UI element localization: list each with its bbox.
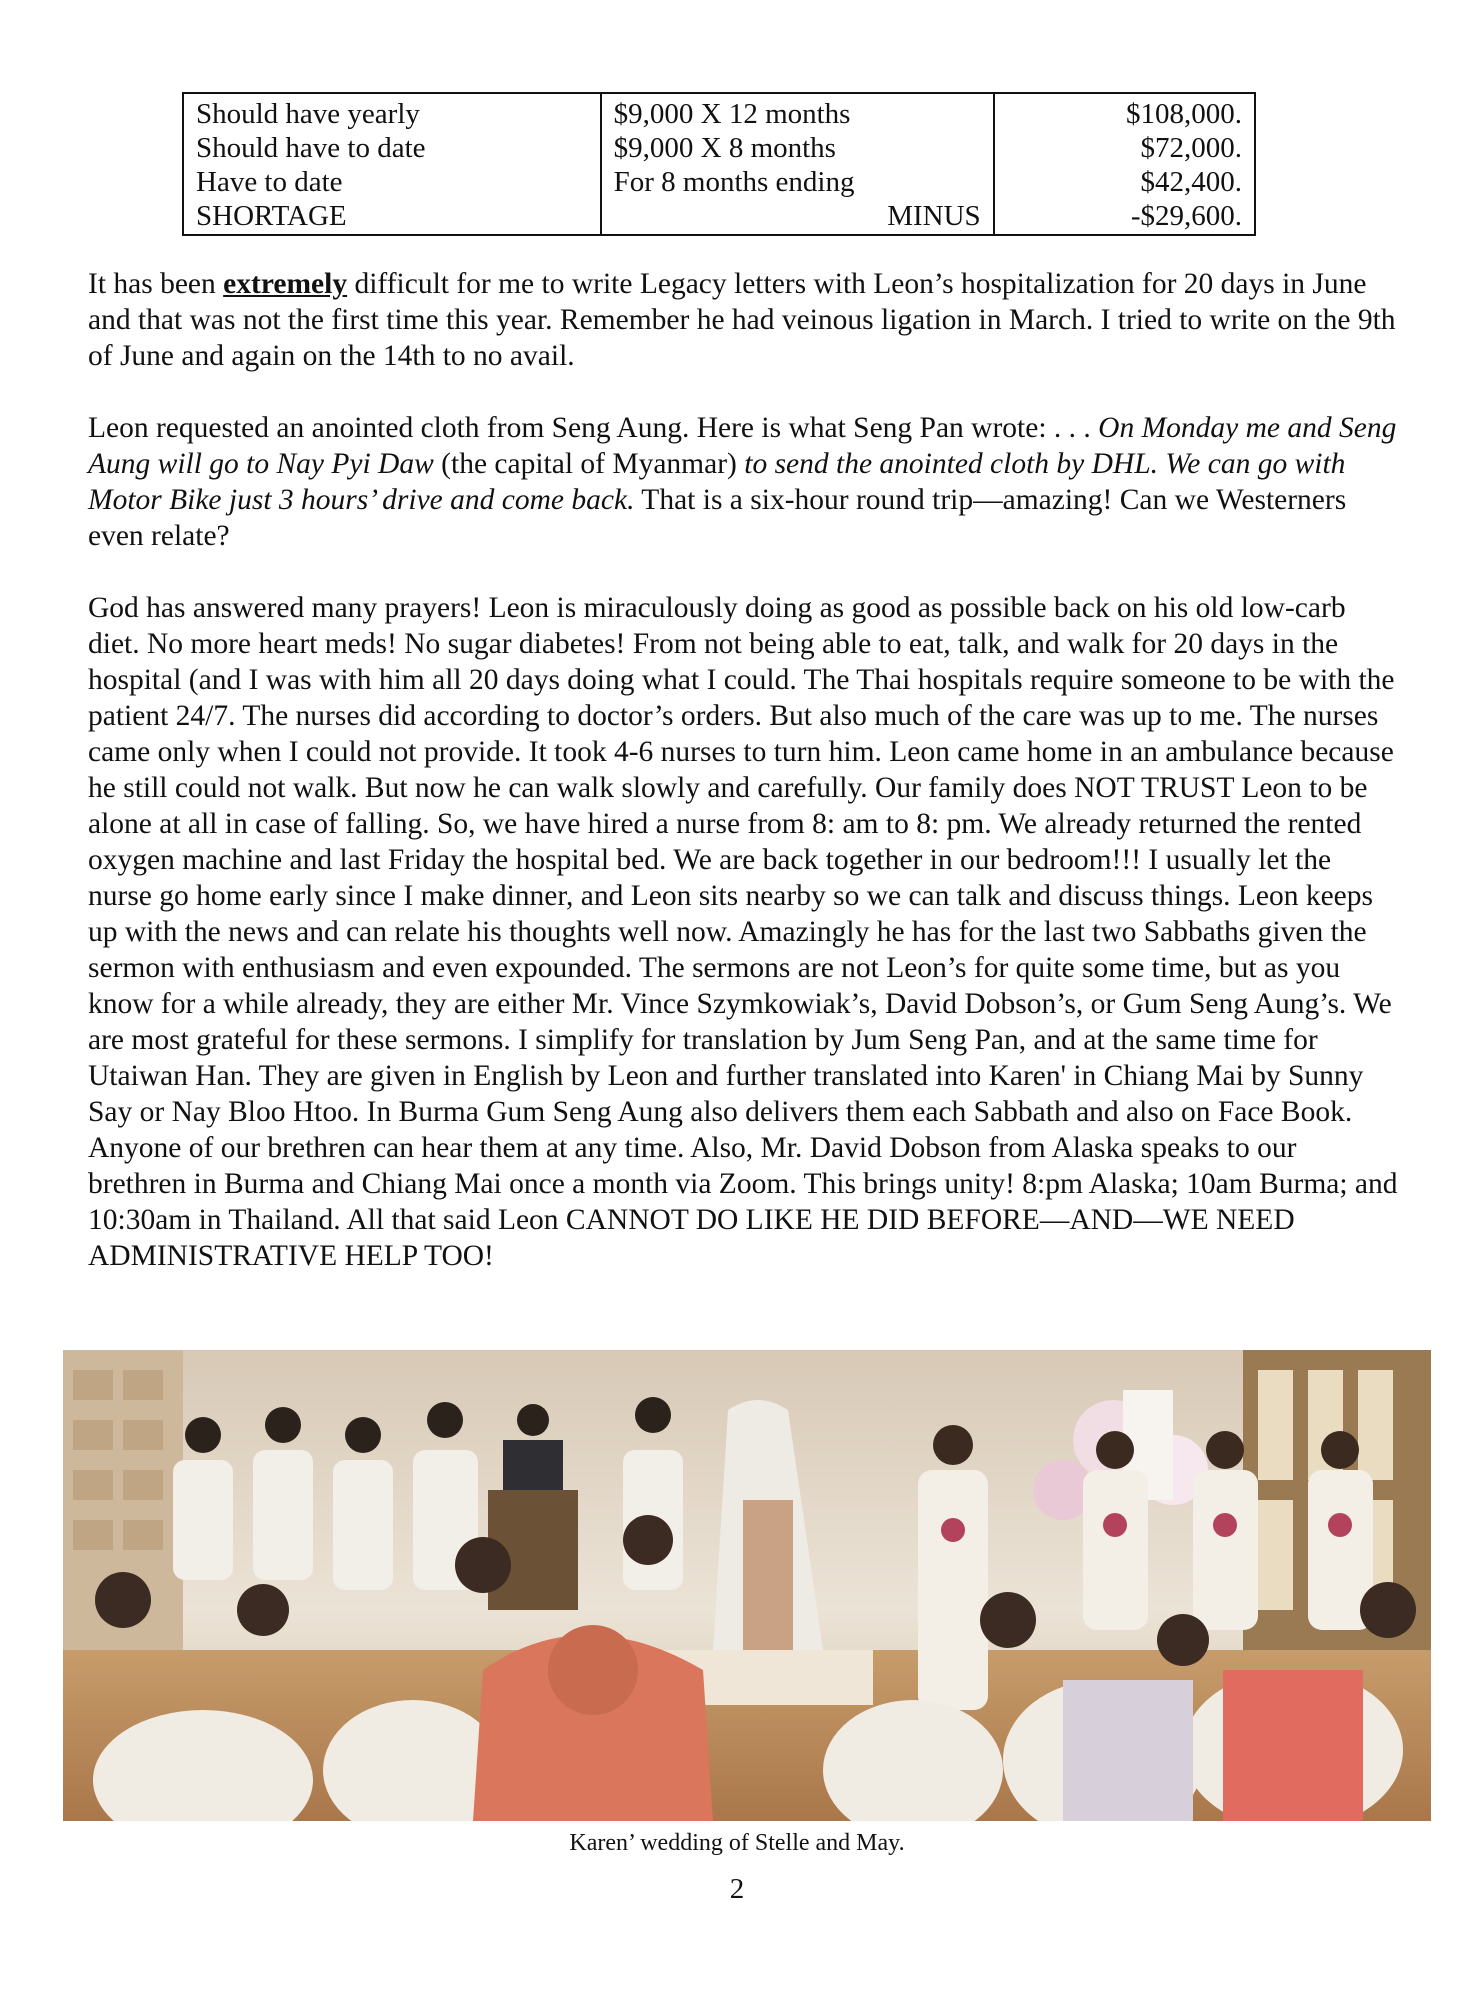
row-amount: -$29,600.: [994, 199, 1255, 235]
row-calc: $9,000 X 8 months: [601, 131, 994, 165]
p1-text-b: difficult for me to write Legacy letters with Leon’s hospitalization for 20 days in June and that was not the first time this year. Remember he had veinous ligation in March. I tried to write on the 9th of June and again on the 14th to no avail.: [88, 268, 1396, 372]
row-amount: $72,000.: [994, 131, 1255, 165]
wedding-photo-illustration: [63, 1350, 1431, 1821]
row-calc: $9,000 X 12 months: [601, 93, 994, 131]
budget-table: [182, 92, 1256, 236]
paragraph-anointed-cloth: [88, 410, 1398, 554]
row-amount: $42,400.: [994, 165, 1255, 199]
table-row: [183, 199, 1255, 235]
row-label: SHORTAGE: [183, 199, 601, 235]
table-row: [183, 93, 1255, 131]
table-row: [183, 165, 1255, 199]
photo-caption: Karen’ wedding of Stelle and May.: [569, 1830, 905, 1856]
p2-quote-2: to send the anointed cloth by DHL. We can go with Motor Bike just 3 hours’ drive and come back.: [88, 448, 1346, 516]
page-number: 2: [729, 1873, 745, 1905]
p2-text-c: That is a six-hour round trip—amazing! Can we Westerners even relate?: [88, 484, 1347, 552]
row-amount: $108,000.: [994, 93, 1255, 131]
paragraph-answered-prayers: God has answered many prayers! Leon is miraculously doing as good as possible back on his old low-carb diet. No more heart meds! No sugar diabetes! From not being able to eat, talk, and walk for 20 days in the hospital (and I was with him all 20 days doing what I could. The Thai hospitals require someone to be with the patient 24/7. The nurses did according to doctor’s orders. But also much of the care was up to me. The nurses came only when I could not provide. It took 4-6 nurses to turn him. Leon came home in an ambulance because he still could not walk. But now he can walk slowly and carefully. Our family does NOT TRUST Leon to be alone at all in case of falling. So, we have hired a nurse from 8: am to 8: pm. We already returned the rented oxygen machine and last Friday the hospital bed. We are back together in our bedroom!!! I usually let the nurse go home early since I make dinner, and Leon sits nearby so we can talk and discuss things. Leon keeps up with the news and can relate his thoughts well now. Amazingly he has for the last two Sabbaths given the sermon with enthusiasm and even expounded. The sermons are not Leon’s for quite some time, but as you know for a while already, they are either Mr. Vince Szymkowiak’s, David Dobson’s, or Gum Seng Aung’s. We are most grateful for these sermons. I simplify for translation by Jum Seng Pan, and at the same time for Utaiwan Han. They are given in English by Leon and further translated into Karen' in Chiang Mai by Sunny Say or Nay Bloo Htoo. In Burma Gum Seng Aung also delivers them each Sabbath and also on Face Book. Anyone of our brethren can hear them at any time. Also, Mr. David Dobson from Alaska speaks to our brethren in Burma and Chiang Mai once a month via Zoom. This brings unity! 8:pm Alaska; 10am Burma; and 10:30am in Thailand. All that said Leon CANNOT DO LIKE HE DID BEFORE—AND—WE NEED ADMINISTRATIVE HELP TOO!: [88, 592, 1398, 1272]
wedding-photo: [63, 1350, 1431, 1821]
row-label: Should have yearly: [183, 93, 601, 131]
p2-quote-1: On Monday me and Seng Aung will go to Nay Pyi Daw: [88, 412, 1397, 480]
row-calc: For 8 months ending: [601, 165, 994, 199]
p2-text-b: (the capital of Myanmar): [433, 448, 745, 480]
p1-text-a: It has been: [88, 268, 224, 300]
p2-text-a: Leon requested an anointed cloth from Seng Aung. Here is what Seng Pan wrote: . . .: [88, 412, 1099, 444]
row-label: Have to date: [183, 165, 601, 199]
row-calc: MINUS: [601, 199, 994, 235]
p1-emphasis: extremely: [223, 268, 348, 300]
table-row: [183, 131, 1255, 165]
paragraph-hospitalization: [88, 266, 1398, 374]
row-label: Should have to date: [183, 131, 601, 165]
